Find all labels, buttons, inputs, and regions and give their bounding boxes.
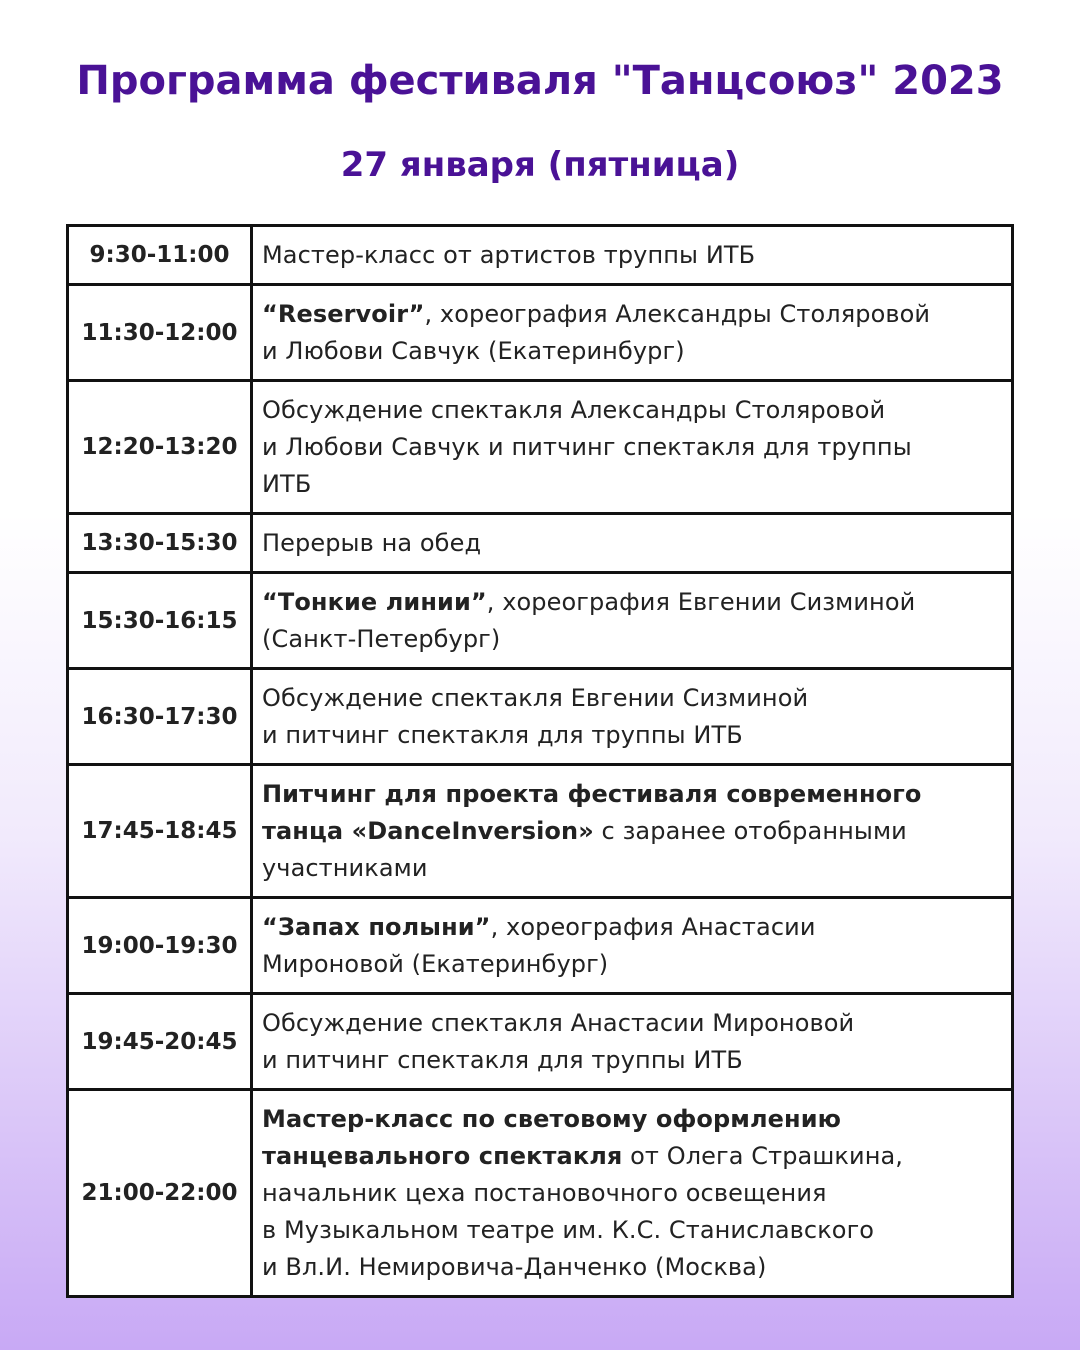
description-line [262, 813, 1003, 850]
description-text: от Олега Страшкина, [622, 1141, 904, 1170]
description-line [262, 1212, 1003, 1249]
time-cell: 19:45-20:45 [68, 994, 252, 1090]
description-cell [252, 285, 1013, 381]
description-text: , хореография Александры Столяровой [424, 299, 931, 328]
description-line [262, 1175, 1003, 1212]
description-text: в Музыкальном театре им. К.С. Станиславского [262, 1215, 875, 1244]
time-cell: 19:00-19:30 [68, 898, 252, 994]
description-line [262, 392, 1003, 429]
time-cell: 17:45-18:45 [68, 765, 252, 898]
time-cell: 11:30-12:00 [68, 285, 252, 381]
description-line [262, 525, 1003, 562]
description-text: и Любови Савчук (Екатеринбург) [262, 336, 685, 365]
time-cell: 9:30-11:00 [68, 226, 252, 285]
description-text: и Любови Савчук и питчинг спектакля для труппы [262, 432, 912, 461]
event-date: 27 января (пятница) [340, 145, 740, 185]
schedule-row [68, 226, 1013, 285]
description-line [262, 850, 1003, 887]
description-text: , хореография Анастасии [490, 912, 816, 941]
schedule-table [66, 224, 1014, 1298]
description-cell [252, 381, 1013, 514]
schedule-row [68, 381, 1013, 514]
description-line [262, 909, 1003, 946]
description-text: Перерыв на обед [262, 528, 482, 557]
description-text: Обсуждение спектакля Александры Столяровой [262, 395, 886, 424]
description-line [262, 584, 1003, 621]
description-line [262, 1005, 1003, 1042]
schedule-body [68, 226, 1013, 1297]
highlighted-text: Мастер-класс по световому оформлению [262, 1104, 842, 1133]
description-text: и питчинг спектакля для труппы ИТБ [262, 720, 743, 749]
description-text: начальник цеха постановочного освещения [262, 1178, 827, 1207]
description-text: Мироновой (Екатеринбург) [262, 949, 609, 978]
schedule-row [68, 669, 1013, 765]
time-cell: 15:30-16:15 [68, 573, 252, 669]
description-line [262, 946, 1003, 983]
description-text: Мастер-класс от артистов труппы ИТБ [262, 240, 756, 269]
description-text: Обсуждение спектакля Евгении Сизминой [262, 683, 809, 712]
description-text: участниками [262, 853, 428, 882]
description-cell [252, 669, 1013, 765]
highlighted-text: “Запах полыни” [262, 912, 491, 941]
description-text: , хореография Евгении Сизминой [486, 587, 916, 616]
description-line [262, 680, 1003, 717]
description-cell [252, 765, 1013, 898]
description-line [262, 466, 1003, 503]
highlighted-text: Питчинг для проекта фестиваля современного [262, 779, 922, 808]
schedule-row [68, 285, 1013, 381]
description-line [262, 296, 1003, 333]
description-text: Обсуждение спектакля Анастасии Мироновой [262, 1008, 855, 1037]
description-text: и Вл.И. Немировича-Данченко (Москва) [262, 1252, 767, 1281]
description-cell [252, 898, 1013, 994]
description-line [262, 717, 1003, 754]
schedule-row [68, 994, 1013, 1090]
highlighted-text: танца «DanceInversion» [262, 816, 594, 845]
schedule-row [68, 573, 1013, 669]
highlighted-text: “Тонкие линии” [262, 587, 487, 616]
schedule-row [68, 514, 1013, 573]
description-line [262, 621, 1003, 658]
description-text: с заранее отобранными [593, 816, 907, 845]
description-cell [252, 994, 1013, 1090]
description-line [262, 1138, 1003, 1175]
page-title: Программа фестиваля "Танцсоюз" 2023 [76, 58, 1004, 104]
time-cell: 21:00-22:00 [68, 1090, 252, 1297]
highlighted-text: танцевального спектакля [262, 1141, 623, 1170]
description-cell [252, 226, 1013, 285]
description-line [262, 237, 1003, 274]
description-text: ИТБ [262, 469, 312, 498]
time-cell: 16:30-17:30 [68, 669, 252, 765]
description-cell [252, 514, 1013, 573]
description-text: и питчинг спектакля для труппы ИТБ [262, 1045, 743, 1074]
description-line [262, 429, 1003, 466]
highlighted-text: “Reservoir” [262, 299, 425, 328]
description-cell [252, 1090, 1013, 1297]
description-cell [252, 573, 1013, 669]
description-line [262, 1249, 1003, 1286]
time-cell: 12:20-13:20 [68, 381, 252, 514]
description-text: (Санкт-Петербург) [262, 624, 501, 653]
description-line [262, 776, 1003, 813]
description-line [262, 1042, 1003, 1079]
description-line [262, 1101, 1003, 1138]
schedule-row [68, 1090, 1013, 1297]
time-cell: 13:30-15:30 [68, 514, 252, 573]
schedule-row [68, 765, 1013, 898]
description-line [262, 333, 1003, 370]
schedule-row [68, 898, 1013, 994]
